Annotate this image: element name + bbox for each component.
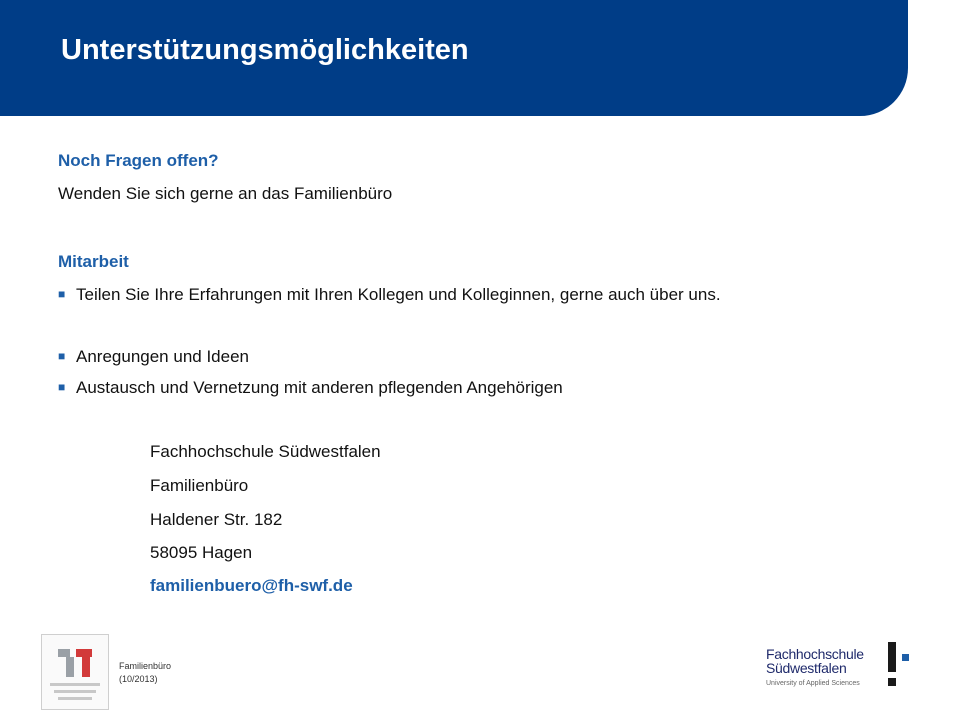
bullet-item: Anregungen und Ideen: [76, 347, 249, 366]
page-title: Unterstützungsmöglichkeiten: [61, 34, 469, 66]
address-line: 58095 Hagen: [150, 543, 253, 562]
address-line: Haldener Str. 182: [150, 510, 283, 529]
address-line: Fachhochschule Südwestfalen: [150, 442, 381, 461]
email-link[interactable]: familienbuero@fh-swf.de: [150, 576, 353, 595]
bullet-square-icon: ■: [58, 380, 66, 394]
bullet-square-icon: ■: [58, 287, 66, 301]
audit-logo-icon: [42, 635, 108, 709]
section1-text: Wenden Sie sich gerne an das Familienbüro: [58, 184, 393, 203]
exclamation-mark-icon: [886, 640, 914, 690]
bullet-item: Austausch und Vernetzung mit anderen pflegenden Angehörigen: [76, 378, 563, 397]
bullet-square-icon: ■: [58, 349, 66, 363]
footer-line: Familienbüro: [119, 661, 172, 671]
fh-logo-line2: Südwestfalen: [766, 660, 847, 676]
fh-logo-subtitle: University of Applied Sciences: [766, 680, 860, 687]
address-line: Familienbüro: [150, 476, 249, 495]
bullet-item: Teilen Sie Ihre Erfahrungen mit Ihren Kollegen und Kolleginnen, gerne auch über uns.: [76, 285, 721, 304]
section1-heading: Noch Fragen offen?: [58, 151, 219, 170]
fh-logo-line1: Fachhochschule: [766, 646, 864, 662]
section2-heading: Mitarbeit: [58, 252, 129, 271]
title-banner: [0, 0, 908, 116]
fh-swf-logo: [766, 640, 916, 696]
footer-date: (10/2013): [119, 674, 158, 684]
footer-info: [119, 660, 171, 686]
audit-certificate-logo: [41, 634, 109, 710]
